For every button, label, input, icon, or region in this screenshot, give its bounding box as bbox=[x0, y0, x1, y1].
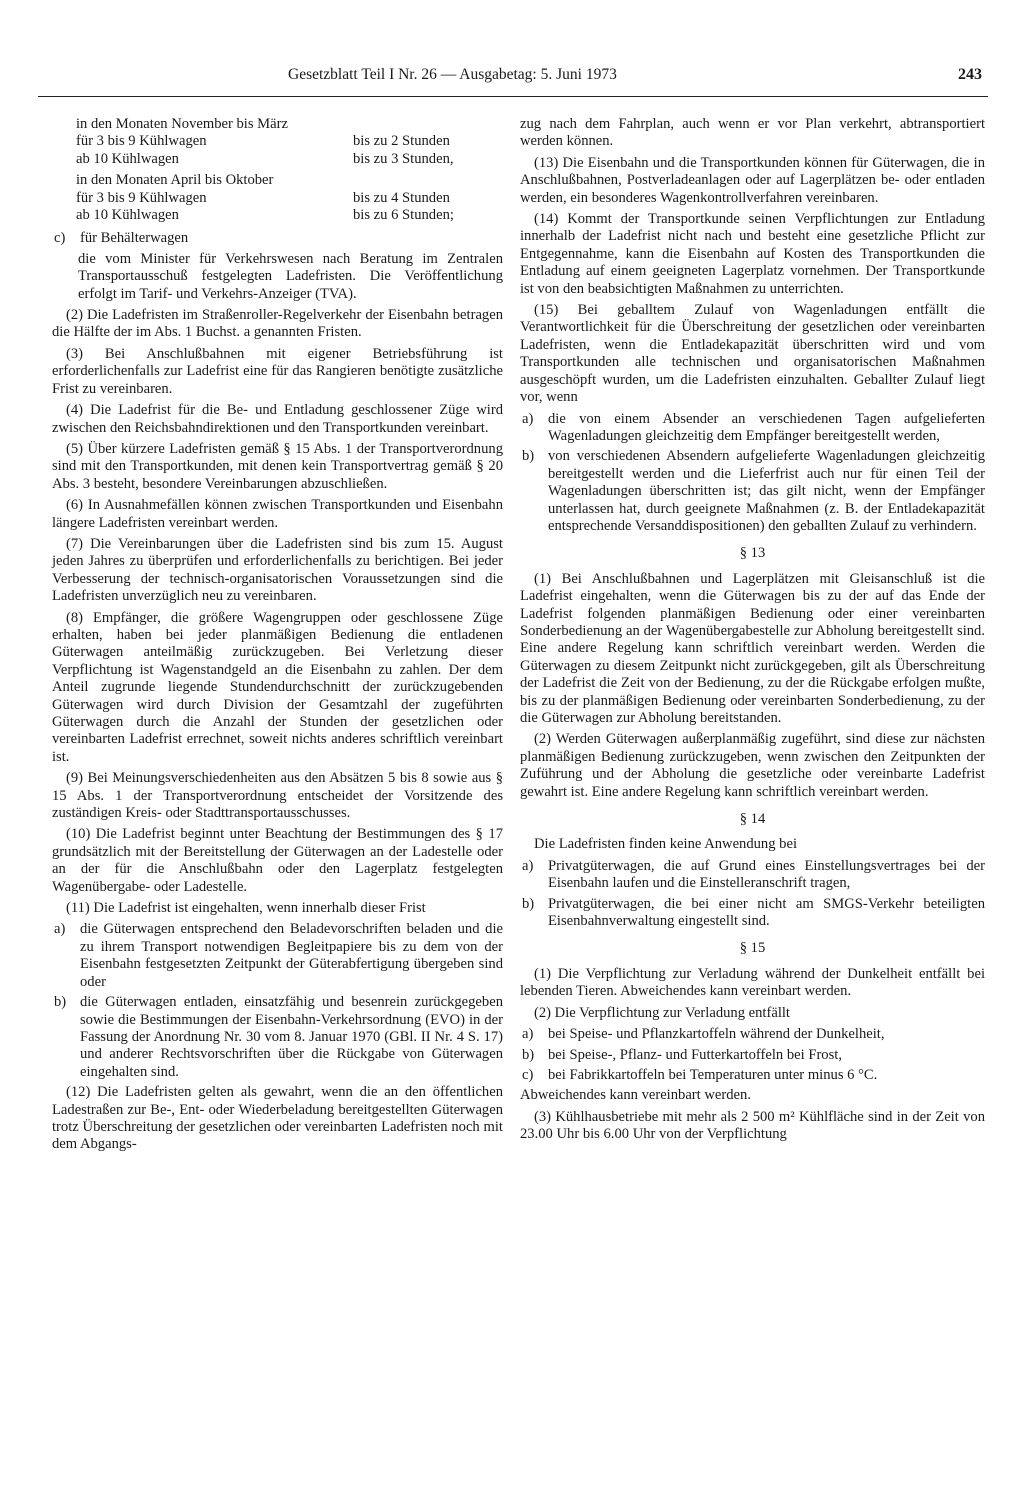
list-marker: b) bbox=[522, 895, 535, 912]
paragraph-8: (8) Empfänger, die größere Wagengruppen oder geschlossene Züge erhalten, haben bei jeder planmäßigen Bedienung die entladenen Güterwagen anteilmäßig zurückzugeben. Bei Verletzung dieser Verpflichtung ist Wagenstandgeld an die Eisenbahn zu zahlen. Der dem Anteil zugrunde liegende Stundendurchschnitt der zurückzugebenden Güterwagen wird durch Division der Gesamtzahl der zugeführten Güterwagen durch die Anzahl der Stunden der gesetzlichen oder vereinbarten Ladefrist errechnet, soweit nichts anderes schriftlich vereinbart ist. bbox=[52, 609, 503, 765]
list-text: von verschiedenen Absendern aufgelieferte Wagenladungen gleichzeitig bereitgestellt werden und die Lieferfrist auch nur für einen Teil der Wagenladungen überschritten ist; das gilt nicht, wenn der Empfänger unterlassen hat, durch geeignete Maßnahmen (z. B. der Entladekapazität entsprechende Versanddispositionen) den geballten Zulauf zu verhindern. bbox=[548, 448, 985, 534]
section-13-paragraph-1: (1) Bei Anschlußbahnen und Lagerplätzen mit Gleisanschluß ist die Ladefrist eingehalten, wenn die Güterwagen bis zu der auf das Ende der Ladefrist folgenden planmäßigen Bedienung oder einer vereinbarten Sonderbedienung an der Wagenübergabestelle zur Abholung bereitgestellt sind. Eine andere Regelung kann schriftlich vereinbart werden. Werden die Güterwagen zu diesem Zeitpunkt nicht zurückgegeben, gilt als Überschreitung der Ladefrist die Zeit von der Bedienung, zu der die Rückgabe erfolgen mußte, bis zu der planmäßigen Bedienung oder vereinbarten Sonderbedienung, zu der die Güterwagen zur Abholung bereitstanden. bbox=[520, 570, 985, 726]
winter-loading-times bbox=[52, 116, 503, 224]
list-text: bei Speise-, Pflanz- und Futterkartoffeln bei Frost, bbox=[548, 1046, 842, 1063]
case-value: bis zu 4 Stunden bbox=[353, 189, 450, 206]
paragraph-14: (14) Kommt der Transportkunde seinen Verpflichtungen zur Entladung innerhalb der Ladefrist nicht nach und besteht eine gesetzliche Pflicht zur Entgegennahme, kann die Eisenbahn auf Kosten des Transportkunden die Entladung auf einem geeigneten Lagerplatz vornehmen. Der Transportkunde ist von den beabsichtigten Maßnahmen zu unterrichten. bbox=[520, 211, 985, 297]
paragraph-3: (3) Bei Anschlußbahnen mit eigener Betriebsführung ist erforderlichenfalls zur Ladefrist eine für das Rangieren benötigte zusätzliche Frist zu vereinbaren. bbox=[52, 345, 503, 397]
case-row bbox=[76, 133, 503, 150]
case-row bbox=[76, 151, 503, 168]
list-text: die Güterwagen entsprechend den Beladevorschriften beladen und die zu ihrem Transport notwendigen Begleitpapiere bis zu dem von der Eisenbahn festgesetzten Zeitpunkt der Güterabfertigung übergeben sind oder bbox=[80, 921, 503, 990]
summer-heading: in den Monaten April bis Oktober bbox=[76, 172, 274, 189]
list-item bbox=[52, 994, 503, 1081]
list-item bbox=[520, 1067, 985, 1084]
case-row bbox=[76, 190, 503, 207]
paragraph-12: (12) Die Ladefristen gelten als gewahrt, wenn die an den öffentlichen Ladestraßen zur Be-, Ent- oder Wiederbeladung bereitgestellten Güterwagen trotz Überschreitung der gesetzlichen oder vereinbarten Ladefristen noch mit dem Abgangs- bbox=[52, 1084, 503, 1153]
paragraph-2: (2) Die Ladefristen im Straßenroller-Regelverkehr der Eisenbahn betragen die Hälfte der im Abs. 1 Buchst. a genannten Fristen. bbox=[52, 307, 503, 341]
list-item bbox=[520, 1026, 985, 1043]
paragraph-11: (11) Die Ladefrist ist eingehalten, wenn innerhalb dieser Frist bbox=[66, 900, 426, 917]
section-14-intro: Die Ladefristen finden keine Anwendung bei bbox=[534, 836, 798, 853]
paragraph-9: (9) Bei Meinungsverschiedenheiten aus den Absätzen 5 bis 8 sowie aus § 15 Abs. 1 der Transportverordnung entscheidet der Vorsitzende des zuständigen Kreis- oder Stadttransportausschusses. bbox=[52, 770, 503, 822]
list-marker: b) bbox=[522, 1046, 535, 1063]
left-column bbox=[52, 116, 503, 1158]
case-label: ab 10 Kühlwagen bbox=[76, 150, 179, 167]
paragraph-13: (13) Die Eisenbahn und die Transportkunden können für Güterwagen, die in Anschlußbahnen, Postverladeanlagen oder auf Lagerplätzen be- oder entladen werden, ein besonderes Wagenkontrollverfahren vereinbaren. bbox=[520, 154, 985, 206]
paragraph-6: (6) In Ausnahmefällen können zwischen Transportkunden und Eisenbahn längere Ladefristen vereinbart werden. bbox=[52, 497, 503, 531]
list-marker: c) bbox=[522, 1066, 534, 1083]
section-15-paragraph-2: (2) Die Verpflichtung zur Verladung entfällt bbox=[534, 1004, 790, 1021]
list-marker: c) bbox=[54, 230, 66, 247]
page-header bbox=[38, 62, 988, 97]
section-13-heading: § 13 bbox=[739, 545, 766, 562]
list-text: Privatgüterwagen, die bei einer nicht am SMGS-Verkehr beteiligten Eisenbahnverwaltung eingestellt sind. bbox=[548, 895, 985, 930]
list-text: bei Speise- und Pflanzkartoffeln während der Dunkelheit, bbox=[548, 1026, 885, 1043]
list-text: die von einem Absender an verschiedenen Tagen aufgelieferten Wagenladungen gleichzeitig dem Empfänger bereitgestellt werden, bbox=[548, 410, 985, 444]
list-item bbox=[520, 1047, 985, 1064]
case-value: bis zu 2 Stunden bbox=[353, 133, 450, 150]
section-15-paragraph-3: (3) Kühlhausbetriebe mit mehr als 2 500 m² Kühlfläche sind in der Zeit von 23.00 Uhr bis 6.00 Uhr von der Verpflichtung bbox=[520, 1108, 985, 1143]
section-15-deviation-note: Abweichendes kann vereinbart werden. bbox=[520, 1087, 751, 1104]
right-column bbox=[520, 116, 985, 1148]
paragraph-15: (15) Bei geballtem Zulauf von Wagenladungen entfällt die Verantwortlichkeit für die Überschreitung der gesetzlichen oder vereinbarten Ladefristen, wenn die Entladekapazität überschritten wird und vom Transportkunden alle technischen und organisatorischen Maßnahmen ausgeschöpft wurden, um die Ladefristen einzuhalten. Geballter Zulauf liegt vor, wenn bbox=[520, 302, 985, 406]
case-label: ab 10 Kühlwagen bbox=[76, 207, 179, 224]
page-number: 243 bbox=[958, 66, 982, 83]
list-marker: b) bbox=[522, 448, 535, 465]
list-text: die Güterwagen entladen, einsatzfähig und besenrein zurückgegeben sowie die Bestimmungen der Eisenbahn-Verkehrsordnung (EVO) in der Fassung der Anordnung Nr. 30 vom 8. Januar 1970 (GBl. II Nr. 4 S. 17) und anderer Rechtsvorschriften über die Rückgabe von Güterwagen eingehalten sind. bbox=[80, 994, 503, 1080]
list-item bbox=[520, 448, 985, 535]
list-item bbox=[52, 921, 503, 991]
list-item-c bbox=[52, 230, 503, 247]
case-label: für 3 bis 9 Kühlwagen bbox=[76, 133, 207, 150]
section-15-heading: § 15 bbox=[739, 940, 766, 957]
section-14-heading: § 14 bbox=[739, 811, 766, 828]
paragraph-7: (7) Die Vereinbarungen über die Ladefristen sind bis zum 15. August jeden Jahres zu überprüfen und erforderlichenfalls zu berichtigen. Bei jeder Verbesserung der technisch-organisatorischen Voraussetzungen sind die Ladefristen unverzüglich neu zu vereinbaren. bbox=[52, 535, 503, 605]
case-value: bis zu 3 Stunden, bbox=[353, 150, 454, 167]
case-row bbox=[76, 207, 503, 224]
paragraph-4: (4) Die Ladefrist für die Be- und Entladung geschlossener Züge wird zwischen den Reichsbahndirektionen und den Transportkunden vereinbart. bbox=[52, 402, 503, 436]
list-text: Privatgüterwagen, die auf Grund eines Einstellungsvertrages bei der Eisenbahn laufen und die Einstelleranschrift tragen, bbox=[548, 857, 985, 892]
list-marker: a) bbox=[54, 921, 66, 938]
list-item bbox=[520, 858, 985, 893]
list-item bbox=[520, 896, 985, 931]
section-13-paragraph-2: (2) Werden Güterwagen außerplanmäßig zugeführt, sind diese zur nächsten planmäßigen Bedienung zurückzugeben, wenn zwischen den Zeitpunkten der Zuführung und der Abholung die gesetzliche oder vereinbarte Ladefrist gewahrt ist. Eine andere Regelung kann schriftlich vereinbart werden. bbox=[520, 731, 985, 800]
list-marker: a) bbox=[522, 1026, 534, 1043]
case-label: für 3 bis 9 Kühlwagen bbox=[76, 189, 207, 206]
container-wagon-text: die vom Minister für Verkehrswesen nach Beratung im Zentralen Transportausschuß festgelegten Ladefristen. Die Veröffentlichung erfolgt im Tarif- und Verkehrs-Anzeiger (TVA). bbox=[78, 250, 503, 302]
case-value: bis zu 6 Stunden; bbox=[353, 207, 454, 224]
header-title: Gesetzblatt Teil I Nr. 26 — Ausgabetag: 5. Juni 1973 bbox=[288, 66, 617, 83]
paragraph-5: (5) Über kürzere Ladefristen gemäß § 15 Abs. 1 der Transportverordnung sind mit den Transportkunden, mit denen kein Transportvertrag gemäß § 20 Abs. 3 besteht, besondere Vereinbarungen abzuschließen. bbox=[52, 440, 503, 492]
list-item bbox=[520, 411, 985, 446]
list-text: für Behälterwagen bbox=[80, 230, 189, 247]
paragraph-12-continued: zug nach dem Fahrplan, auch wenn er vor Plan verkehrt, abtransportiert werden können. bbox=[520, 116, 985, 150]
section-15-paragraph-1: (1) Die Verpflichtung zur Verladung während der Dunkelheit entfällt bei lebenden Tieren. Abweichendes kann vereinbart werden. bbox=[520, 965, 985, 1000]
winter-heading: in den Monaten November bis März bbox=[76, 116, 288, 132]
paragraph-10: (10) Die Ladefrist beginnt unter Beachtung der Bestimmungen des § 17 grundsätzlich mit der Bereitstellung der Güterwagen an der Ladestelle oder an der für die Anschlußbahn oder den Lagerplatz festgelegten Wagenübergabe- oder Ladestelle. bbox=[52, 826, 503, 895]
list-marker: a) bbox=[522, 410, 534, 427]
list-marker: a) bbox=[522, 857, 534, 874]
list-marker: b) bbox=[54, 994, 67, 1011]
list-text: bei Fabrikkartoffeln bei Temperaturen unter minus 6 °C. bbox=[548, 1066, 878, 1083]
